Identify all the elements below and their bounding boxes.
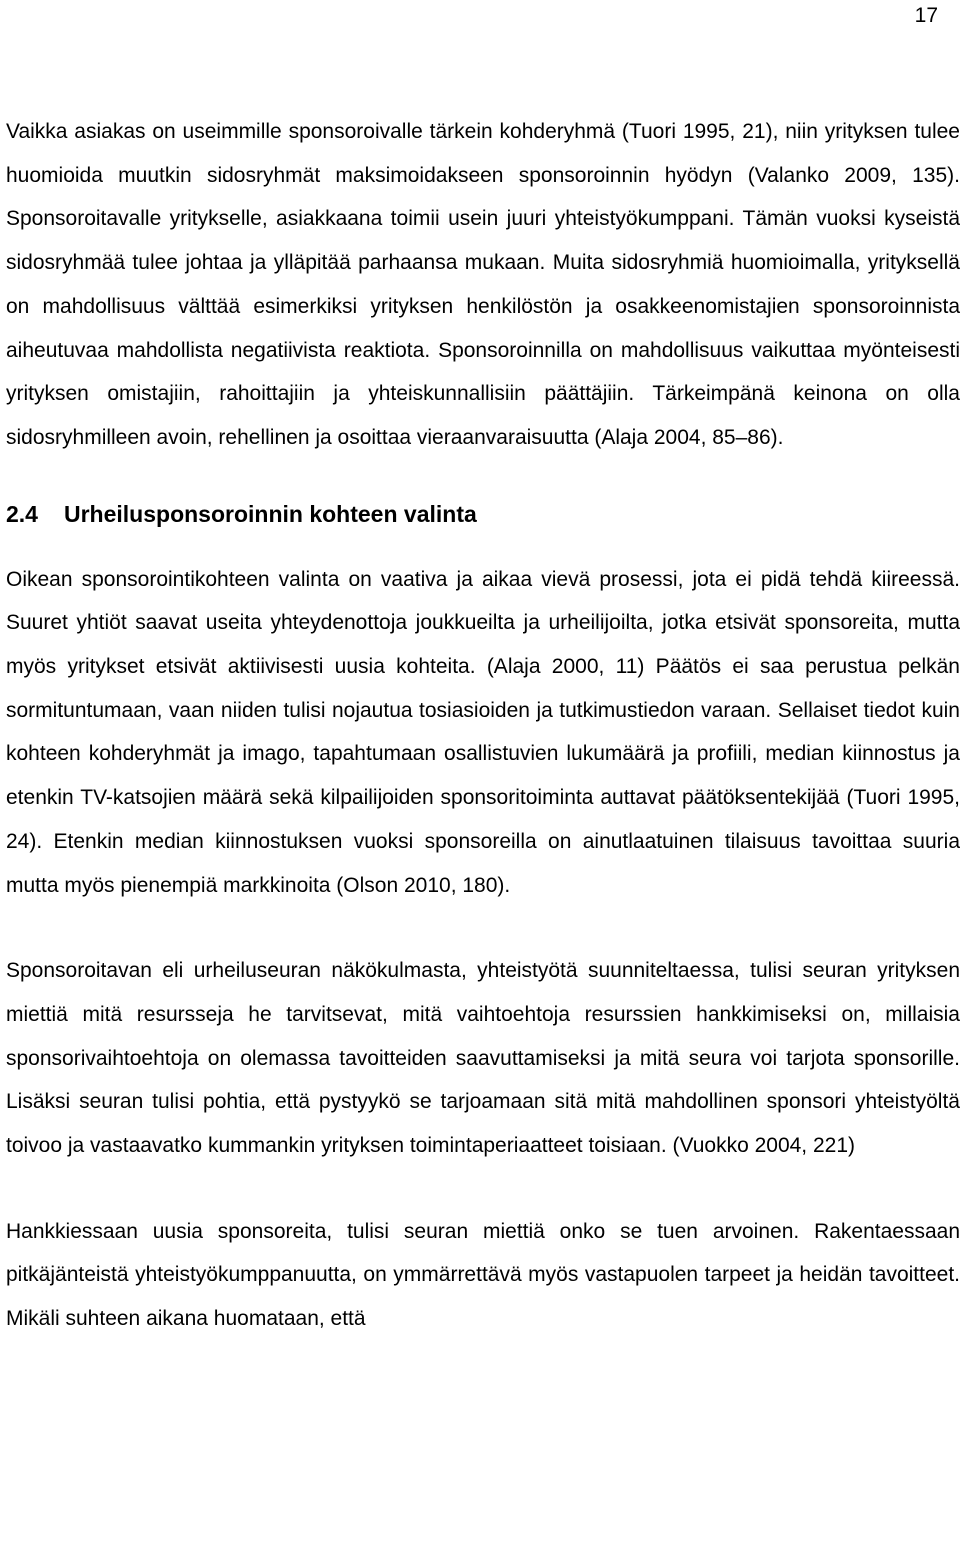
section-title: Urheilusponsoroinnin kohteen valinta — [64, 500, 477, 527]
section-number: 2.4 — [6, 500, 38, 527]
document-body — [6, 110, 960, 1341]
page-number: 17 — [914, 4, 938, 27]
body-paragraph-2: Oikean sponsorointikohteen valinta on vaativa ja aikaa vievä prosessi, jota ei pidä tehdä kiireessä. Suuret yhtiöt saavat useita yhteydenottoja joukkueilta ja urheilijoilta, jotka etsivät sponsoreita, mutta myös yritykset etsivät aktiivisesti uusia kohteita. (Alaja 2000, 11) Päätös ei saa perustua pelkän sormituntumaan, vaan niiden tulisi nojautua tosiasioiden ja tutkimustiedon varaan. Sellaiset tiedot kuin kohteen kohderyhmät ja imago, tapahtumaan osallistuvien lukumäärä ja profiili, median kiinnostus ja etenkin TV-katsojien määrä sekä kilpailijoiden sponsoritoiminta auttavat päätöksentekijää (Tuori 1995, 24). Etenkin median kiinnostuksen vuoksi sponsoreilla on ainutlaatuinen tilaisuus tavoittaa suuria mutta myös pienempiä markkinoita (Olson 2010, 180). — [6, 567, 960, 897]
body-paragraph-4: Hankkiessaan uusia sponsoreita, tulisi seuran miettiä onko se tuen arvoinen. Rakentaessaan pitkäjänteistä yhteistyökumppanuutta, on ymmärrettävä myös vastapuolen tarpeet ja heidän tavoitteet. Mikäli suhteen aikana huomataan, että — [6, 1219, 960, 1331]
body-paragraph-1: Vaikka asiakas on useimmille sponsoroivalle tärkein kohderyhmä (Tuori 1995, 21), niin yrityksen tulee huomioida muutkin sidosryhmät maksimoidakseen sponsoroinnin hyödyn (Valanko 2009, 135). Sponsoroitavalle yritykselle, asiakkaana toimii usein juuri yhteistyökumppani. Tämän vuoksi kyseistä sidosryhmää tulee johtaa ja ylläpitää parhaansa mukaan. Muita sidosryhmiä huomioimalla, yrityksellä on mahdollisuus välttää esimerkiksi yrityksen henkilöstön ja osakkeenomistajien sponsoroinnista aiheutuvaa mahdollista negatiivista reaktiota. Sponsoroinnilla on mahdollisuus vaikuttaa myönteisesti yrityksen omistajiin, rahoittajiin ja yhteiskunnallisiin päättäjiin. Tärkeimpänä keinona on olla sidosryhmilleen avoin, rehellinen ja osoittaa vieraanvaraisuutta (Alaja 2004, 85–86). — [6, 120, 960, 449]
section-heading — [6, 493, 960, 536]
body-paragraph-3: Sponsoroitavan eli urheiluseuran näkökulmasta, yhteistyötä suunniteltaessa, tulisi seuran yrityksen miettiä mitä resursseja he tarvitsevat, mitä vaihtoehtoja resurssien hankkimiseksi on, millaisia sponsorivaihtoehtoja on olemassa tavoitteiden saavuttamiseksi ja mitä seura voi tarjota sponsorille. Lisäksi seuran tulisi pohtia, että pystyykö se tarjoamaan sitä mitä mahdollinen sponsori yhteistyöltä toivoo ja vastaavatko kummankin yrityksen toimintaperiaatteet toisiaan. (Vuokko 2004, 221) — [6, 959, 960, 1158]
